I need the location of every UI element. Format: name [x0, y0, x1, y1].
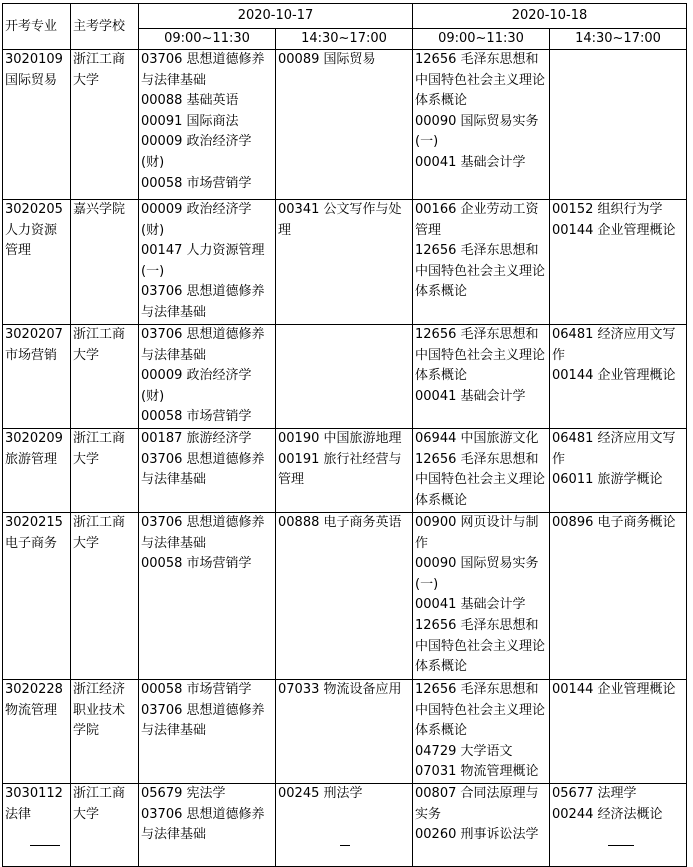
course-entry: 00190 中国旅游地理 [278, 431, 402, 446]
course-entry: 06481 经济应用文写作 [552, 431, 676, 467]
major-code: 3030112 [5, 786, 63, 801]
day1-afternoon-cell [276, 784, 413, 867]
course-entry: 00144 企业管理概论 [552, 682, 676, 697]
course-entry: 00009 政治经济学(财) [141, 368, 252, 404]
course-entry: 12656 毛泽东思想和中国特色社会主义理论体系概论 [415, 327, 546, 384]
header-day2-afternoon: 14:30~17:00 [550, 29, 687, 50]
day1-afternoon-cell [276, 429, 413, 513]
course-entry: 00888 电子商务英语 [278, 515, 402, 530]
major-name: 国际贸易 [5, 72, 58, 88]
major-cell [3, 50, 71, 200]
course-entry: 00807 合同法原理与实务 [415, 786, 539, 822]
course-entry: 04729 大学语文 [415, 743, 513, 759]
course-entry: 00341 公文写作与处理 [278, 202, 402, 238]
day1-morning-cell [139, 50, 276, 200]
course-entry: 03706 思想道德修养与法律基础 [141, 806, 265, 843]
table-row [3, 680, 687, 784]
course-entry: 12656 毛泽东思想和中国特色社会主义理论体系概论 [415, 451, 546, 508]
course-entry: 00191 旅行社经营与管理 [278, 451, 402, 488]
course-entry: 00147 人力资源管理(一) [141, 243, 265, 279]
major-name: 人力资源管理 [5, 222, 58, 259]
day2-afternoon-cell [550, 50, 687, 200]
course-entry: 07031 物流管理概论 [415, 764, 539, 780]
course-entry: 03706 思想道德修养与法律基础 [141, 284, 265, 320]
schedule-body [3, 50, 687, 867]
day2-morning-cell [413, 513, 550, 680]
major-code: 3020228 [5, 682, 63, 697]
day2-afternoon-cell [550, 325, 687, 429]
course-entry: 05679 宪法学 [141, 786, 226, 801]
course-entry: 03706 思想道德修养与法律基础 [141, 702, 265, 739]
course-entry: 06944 中国旅游文化 [415, 431, 539, 446]
page-edge-mark-mid [340, 845, 350, 846]
day1-afternoon-cell [276, 325, 413, 429]
exam-schedule-table [2, 3, 687, 867]
major-name: 旅游管理 [5, 451, 58, 467]
table-row [3, 325, 687, 429]
course-entry: 00058 市场营销学 [141, 175, 252, 191]
course-entry: 03706 思想道德修养与法律基础 [141, 327, 265, 363]
course-entry: 00058 市场营销学 [141, 556, 252, 572]
day2-afternoon-cell [550, 200, 687, 325]
course-entry: 00244 经济法概论 [552, 806, 663, 822]
major-name: 电子商务 [5, 535, 58, 551]
header-school: 主考学校 [71, 4, 139, 50]
header-date-day2: 2020-10-18 [413, 4, 687, 29]
course-entry: 03706 思想道德修养与法律基础 [141, 515, 265, 551]
day1-morning-cell [139, 325, 276, 429]
major-name: 法律 [5, 806, 32, 822]
major-name: 市场营销 [5, 347, 58, 363]
course-entry: 00058 市场营销学 [141, 409, 252, 425]
page-edge-mark-left [30, 845, 60, 846]
day1-afternoon-cell [276, 680, 413, 784]
course-entry: 12656 毛泽东思想和中国特色社会主义理论体系概论 [415, 617, 546, 675]
course-entry: 12656 毛泽东思想和中国特色社会主义理论体系概论 [415, 52, 546, 109]
course-entry: 00187 旅游经济学 [141, 431, 252, 446]
course-entry: 00260 刑事诉讼法学 [415, 827, 539, 843]
course-entry: 06011 旅游学概论 [552, 472, 663, 488]
course-entry: 00041 基础会计学 [415, 388, 526, 404]
major-code: 3020209 [5, 431, 63, 446]
course-entry: 00245 刑法学 [278, 786, 363, 801]
course-entry: 00090 国际贸易实务(一) [415, 556, 539, 592]
day1-afternoon-cell [276, 200, 413, 325]
header-day1-afternoon: 14:30~17:00 [276, 29, 413, 50]
day1-morning-cell [139, 680, 276, 784]
school-cell: 浙江工商大学 [71, 325, 139, 429]
course-entry: 00089 国际贸易 [278, 52, 376, 67]
school-cell: 浙江工商大学 [71, 429, 139, 513]
course-entry: 12656 毛泽东思想和中国特色社会主义理论体系概论 [415, 682, 546, 739]
course-entry: 00091 国际商法 [141, 113, 239, 129]
day2-morning-cell [413, 429, 550, 513]
course-entry: 00088 基础英语 [141, 93, 239, 109]
course-entry: 00144 企业管理概论 [552, 222, 676, 238]
page-edge-mark-right [608, 845, 634, 846]
school-cell: 浙江经济职业技术学院 [71, 680, 139, 784]
school-cell: 浙江工商大学 [71, 784, 139, 867]
header-day2-morning: 09:00~11:30 [413, 29, 550, 50]
major-code: 3020205 [5, 202, 63, 217]
course-entry: 00090 国际贸易实务(一) [415, 113, 539, 150]
day2-morning-cell [413, 680, 550, 784]
table-row [3, 50, 687, 200]
school-cell: 浙江工商大学 [71, 513, 139, 680]
day2-morning-cell [413, 200, 550, 325]
day1-afternoon-cell [276, 50, 413, 200]
major-cell [3, 513, 71, 680]
day1-morning-cell [139, 429, 276, 513]
day2-afternoon-cell [550, 429, 687, 513]
major-code: 3020109 [5, 52, 63, 67]
major-cell [3, 325, 71, 429]
course-entry: 00009 政治经济学(财) [141, 202, 252, 238]
major-cell [3, 200, 71, 325]
school-cell: 嘉兴学院 [71, 200, 139, 325]
header-major: 开考专业 [3, 4, 71, 50]
table-row [3, 429, 687, 513]
course-entry: 00152 组织行为学 [552, 202, 663, 217]
major-cell [3, 680, 71, 784]
school-cell: 浙江工商大学 [71, 50, 139, 200]
day1-morning-cell [139, 200, 276, 325]
day2-morning-cell [413, 50, 550, 200]
course-entry: 03706 思想道德修养与法律基础 [141, 52, 265, 88]
header-date-day1: 2020-10-17 [139, 4, 413, 29]
day2-afternoon-cell [550, 680, 687, 784]
day2-afternoon-cell [550, 784, 687, 867]
day2-morning-cell [413, 784, 550, 867]
major-cell [3, 784, 71, 867]
course-entry: 03706 思想道德修养与法律基础 [141, 451, 265, 488]
major-code: 3020207 [5, 327, 63, 342]
major-code: 3020215 [5, 515, 63, 530]
major-cell [3, 429, 71, 513]
day2-morning-cell [413, 325, 550, 429]
course-entry: 00896 电子商务概论 [552, 515, 676, 530]
day2-afternoon-cell [550, 513, 687, 680]
course-entry: 07033 物流设备应用 [278, 682, 402, 697]
course-entry: 05677 法理学 [552, 786, 637, 801]
course-entry: 00058 市场营销学 [141, 682, 252, 697]
course-entry: 00009 政治经济学(财) [141, 134, 252, 170]
course-entry: 06481 经济应用文写作 [552, 327, 676, 363]
course-entry: 00166 企业劳动工资管理 [415, 202, 539, 238]
course-entry: 00144 企业管理概论 [552, 368, 676, 384]
table-row [3, 784, 687, 867]
header-day1-morning: 09:00~11:30 [139, 29, 276, 50]
table-row [3, 513, 687, 680]
table-row [3, 200, 687, 325]
major-name: 物流管理 [5, 702, 58, 718]
day1-afternoon-cell [276, 513, 413, 680]
course-entry: 00900 网页设计与制作 [415, 515, 539, 551]
course-entry: 12656 毛泽东思想和中国特色社会主义理论体系概论 [415, 243, 546, 300]
course-entry: 00041 基础会计学 [415, 597, 526, 613]
day1-morning-cell [139, 784, 276, 867]
day1-morning-cell [139, 513, 276, 680]
course-entry: 00041 基础会计学 [415, 154, 526, 170]
